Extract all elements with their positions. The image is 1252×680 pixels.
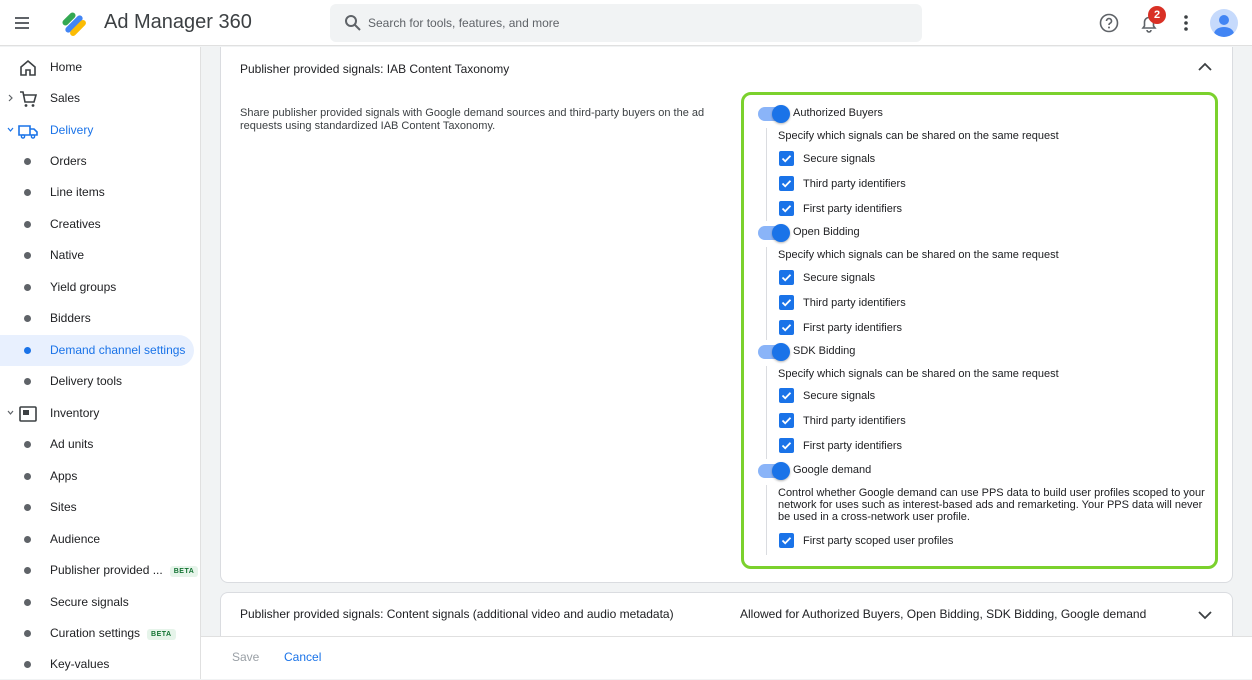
section-divider — [766, 128, 767, 221]
bullet-icon — [24, 221, 31, 228]
notification-count-badge: 2 — [1148, 6, 1166, 24]
search-icon — [344, 14, 362, 32]
bullet-icon — [24, 284, 31, 291]
sdk-bidding-toggle[interactable] — [758, 345, 790, 359]
sdk-bidding-first-party-checkbox[interactable] — [779, 438, 794, 453]
checkbox-label: First party identifiers — [803, 203, 903, 215]
toggle-label: Open Bidding — [793, 226, 860, 238]
section-divider — [766, 485, 767, 555]
sidebar-item-label — [50, 563, 198, 577]
toggle-label: Authorized Buyers — [793, 107, 883, 119]
toggle-label: Google demand — [793, 464, 872, 476]
sidebar-item-label: Orders — [50, 154, 87, 168]
beta-badge: BETA — [170, 566, 199, 577]
chevron-down-icon — [7, 126, 14, 134]
user-avatar-icon — [1210, 9, 1238, 37]
bullet-icon — [24, 661, 31, 668]
sidebar-item-label: Yield groups — [50, 280, 117, 294]
sidebar-item-key-values[interactable] — [0, 649, 194, 680]
bullet-icon — [24, 441, 31, 448]
menu-icon[interactable] — [12, 11, 36, 35]
sidebar-item-native[interactable] — [0, 240, 194, 271]
search-bar[interactable] — [330, 4, 922, 42]
google-demand-toggle[interactable] — [758, 464, 790, 478]
authorized-buyers-toggle[interactable] — [758, 107, 790, 121]
sidebar-item-sales[interactable] — [0, 83, 194, 114]
sidebar-item-delivery-tools[interactable] — [0, 366, 194, 397]
card-status-text: Allowed for Authorized Buyers, Open Bidding, SDK Bidding, Google demand — [740, 607, 1147, 621]
sidebar-item-label: Key-values — [50, 657, 110, 671]
first-party-scoped-profiles-checkbox[interactable] — [779, 533, 794, 548]
sidebar-item-label: Sales — [50, 91, 81, 105]
checkbox-label: Secure signals — [803, 153, 876, 165]
footer-bar — [201, 636, 1252, 679]
beta-badge: BETA — [147, 629, 176, 640]
open-bidding-secure-signals-checkbox[interactable] — [779, 270, 794, 285]
sidebar-item-bidders[interactable] — [0, 303, 194, 334]
sidebar-item-sites[interactable] — [0, 492, 194, 523]
sidebar-item-yield-groups[interactable] — [0, 272, 194, 303]
cart-icon — [18, 89, 38, 109]
sidebar-item-label: Apps — [50, 469, 78, 483]
sidebar-item-publisher-provided[interactable] — [0, 555, 194, 586]
checkbox-label: First party identifiers — [803, 440, 903, 452]
bullet-icon — [24, 504, 31, 511]
sidebar-item-demand-channel-settings[interactable] — [0, 335, 194, 366]
checkbox-label: Third party identifiers — [803, 297, 906, 309]
sidebar-item-label: Creatives — [50, 217, 101, 231]
sidebar-item-delivery[interactable] — [0, 115, 194, 146]
toggle-label: SDK Bidding — [793, 345, 856, 357]
sidebar-item-label: Audience — [50, 532, 101, 546]
bullet-icon — [24, 315, 31, 322]
chevron-right-icon — [7, 94, 14, 102]
bullet-icon — [24, 599, 31, 606]
card-title: Publisher provided signals: IAB Content Taxonomy — [240, 62, 510, 76]
sdk-bidding-secure-signals-checkbox[interactable] — [779, 388, 794, 403]
app-title: Ad Manager 360 — [104, 11, 252, 33]
sidebar-item-label: Delivery tools — [50, 374, 123, 388]
sidebar-item-inventory[interactable] — [0, 398, 194, 429]
more-vert-icon[interactable] — [1178, 12, 1194, 34]
sidebar-item-secure-signals[interactable] — [0, 587, 194, 618]
bullet-icon — [24, 378, 31, 385]
sidebar-item-label: Delivery — [50, 123, 94, 137]
open-bidding-toggle[interactable] — [758, 226, 790, 240]
sidebar-item-text: Curation settings — [50, 626, 141, 640]
help-icon[interactable] — [1098, 12, 1120, 34]
sdk-bidding-third-party-checkbox[interactable] — [779, 413, 794, 428]
avatar[interactable] — [1210, 9, 1238, 37]
bullet-icon — [24, 158, 31, 165]
chevron-up-icon[interactable] — [1197, 61, 1213, 73]
cancel-button[interactable]: Cancel — [284, 650, 322, 664]
sidebar-item-label: Sites — [50, 500, 77, 514]
sidebar-item-audience[interactable] — [0, 524, 194, 555]
content-signals-card[interactable] — [220, 592, 1233, 636]
sidebar-item-creatives[interactable] — [0, 209, 194, 240]
section-divider — [766, 247, 767, 340]
chevron-down-icon — [7, 409, 14, 417]
bullet-icon — [24, 536, 31, 543]
sidebar-item-label: Line items — [50, 185, 105, 199]
bullet-icon — [24, 189, 31, 196]
sidebar-item-home[interactable] — [0, 52, 194, 83]
sidebar-item-label: Bidders — [50, 311, 91, 325]
checkbox-label: First party scoped user profiles — [803, 535, 954, 547]
top-bar — [0, 0, 1252, 46]
checkbox-label: Third party identifiers — [803, 415, 906, 427]
card-description: Share publisher provided signals with Google demand sources and third-party buyers on the ad requests using standardized IAB Content Taxonomy. — [240, 107, 705, 132]
checkbox-label: First party identifiers — [803, 322, 903, 334]
sidebar-item-label: Inventory — [50, 406, 100, 420]
sidebar-item-label: Secure signals — [50, 595, 129, 609]
sidebar-item-orders[interactable] — [0, 146, 194, 177]
bullet-icon — [24, 347, 31, 354]
sidebar-item-ad-units[interactable] — [0, 429, 194, 460]
ad-manager-logo-icon — [60, 7, 92, 39]
sidebar-item-text: Publisher provided ... — [50, 563, 163, 577]
authorized-buyers-third-party-checkbox[interactable] — [779, 176, 794, 191]
truck-icon — [18, 121, 38, 141]
specify-text: Specify which signals can be shared on the same request — [778, 130, 1059, 142]
bullet-icon — [24, 252, 31, 259]
checkbox-label: Third party identifiers — [803, 178, 906, 190]
sidebar-item-label: Ad units — [50, 437, 94, 451]
section-divider — [766, 366, 767, 459]
google-demand-description: Control whether Google demand can use PPS data to build user profiles scoped to your network for uses such as interest-based ads and remarketing. Your PPS data will never be used in a cross-network user profile. — [778, 487, 1205, 523]
sidebar-item-label: Home — [50, 60, 83, 74]
open-bidding-first-party-checkbox[interactable] — [779, 320, 794, 335]
bullet-icon — [24, 630, 31, 637]
sidebar-item-label: Demand channel settings — [50, 343, 186, 357]
search-input[interactable] — [368, 4, 908, 42]
sidebar — [0, 47, 201, 679]
sidebar-item-curation-settings[interactable] — [0, 618, 194, 649]
card-title: Publisher provided signals: Content signals (additional video and audio metadata) — [240, 607, 674, 621]
checkbox-label: Secure signals — [803, 272, 876, 284]
specify-text: Specify which signals can be shared on the same request — [778, 368, 1059, 380]
sidebar-item-label: Native — [50, 248, 85, 262]
sidebar-item-line-items[interactable] — [0, 177, 194, 208]
authorized-buyers-secure-signals-checkbox[interactable] — [779, 151, 794, 166]
sidebar-item-label — [50, 626, 176, 640]
home-icon — [18, 58, 38, 78]
authorized-buyers-first-party-checkbox[interactable] — [779, 201, 794, 216]
bullet-icon — [24, 567, 31, 574]
chevron-down-icon[interactable] — [1197, 609, 1213, 621]
inventory-icon — [18, 404, 38, 424]
bullet-icon — [24, 473, 31, 480]
sidebar-item-apps[interactable] — [0, 461, 194, 492]
open-bidding-third-party-checkbox[interactable] — [779, 295, 794, 310]
specify-text: Specify which signals can be shared on the same request — [778, 249, 1059, 261]
checkbox-label: Secure signals — [803, 390, 876, 402]
save-button[interactable]: Save — [232, 650, 260, 664]
